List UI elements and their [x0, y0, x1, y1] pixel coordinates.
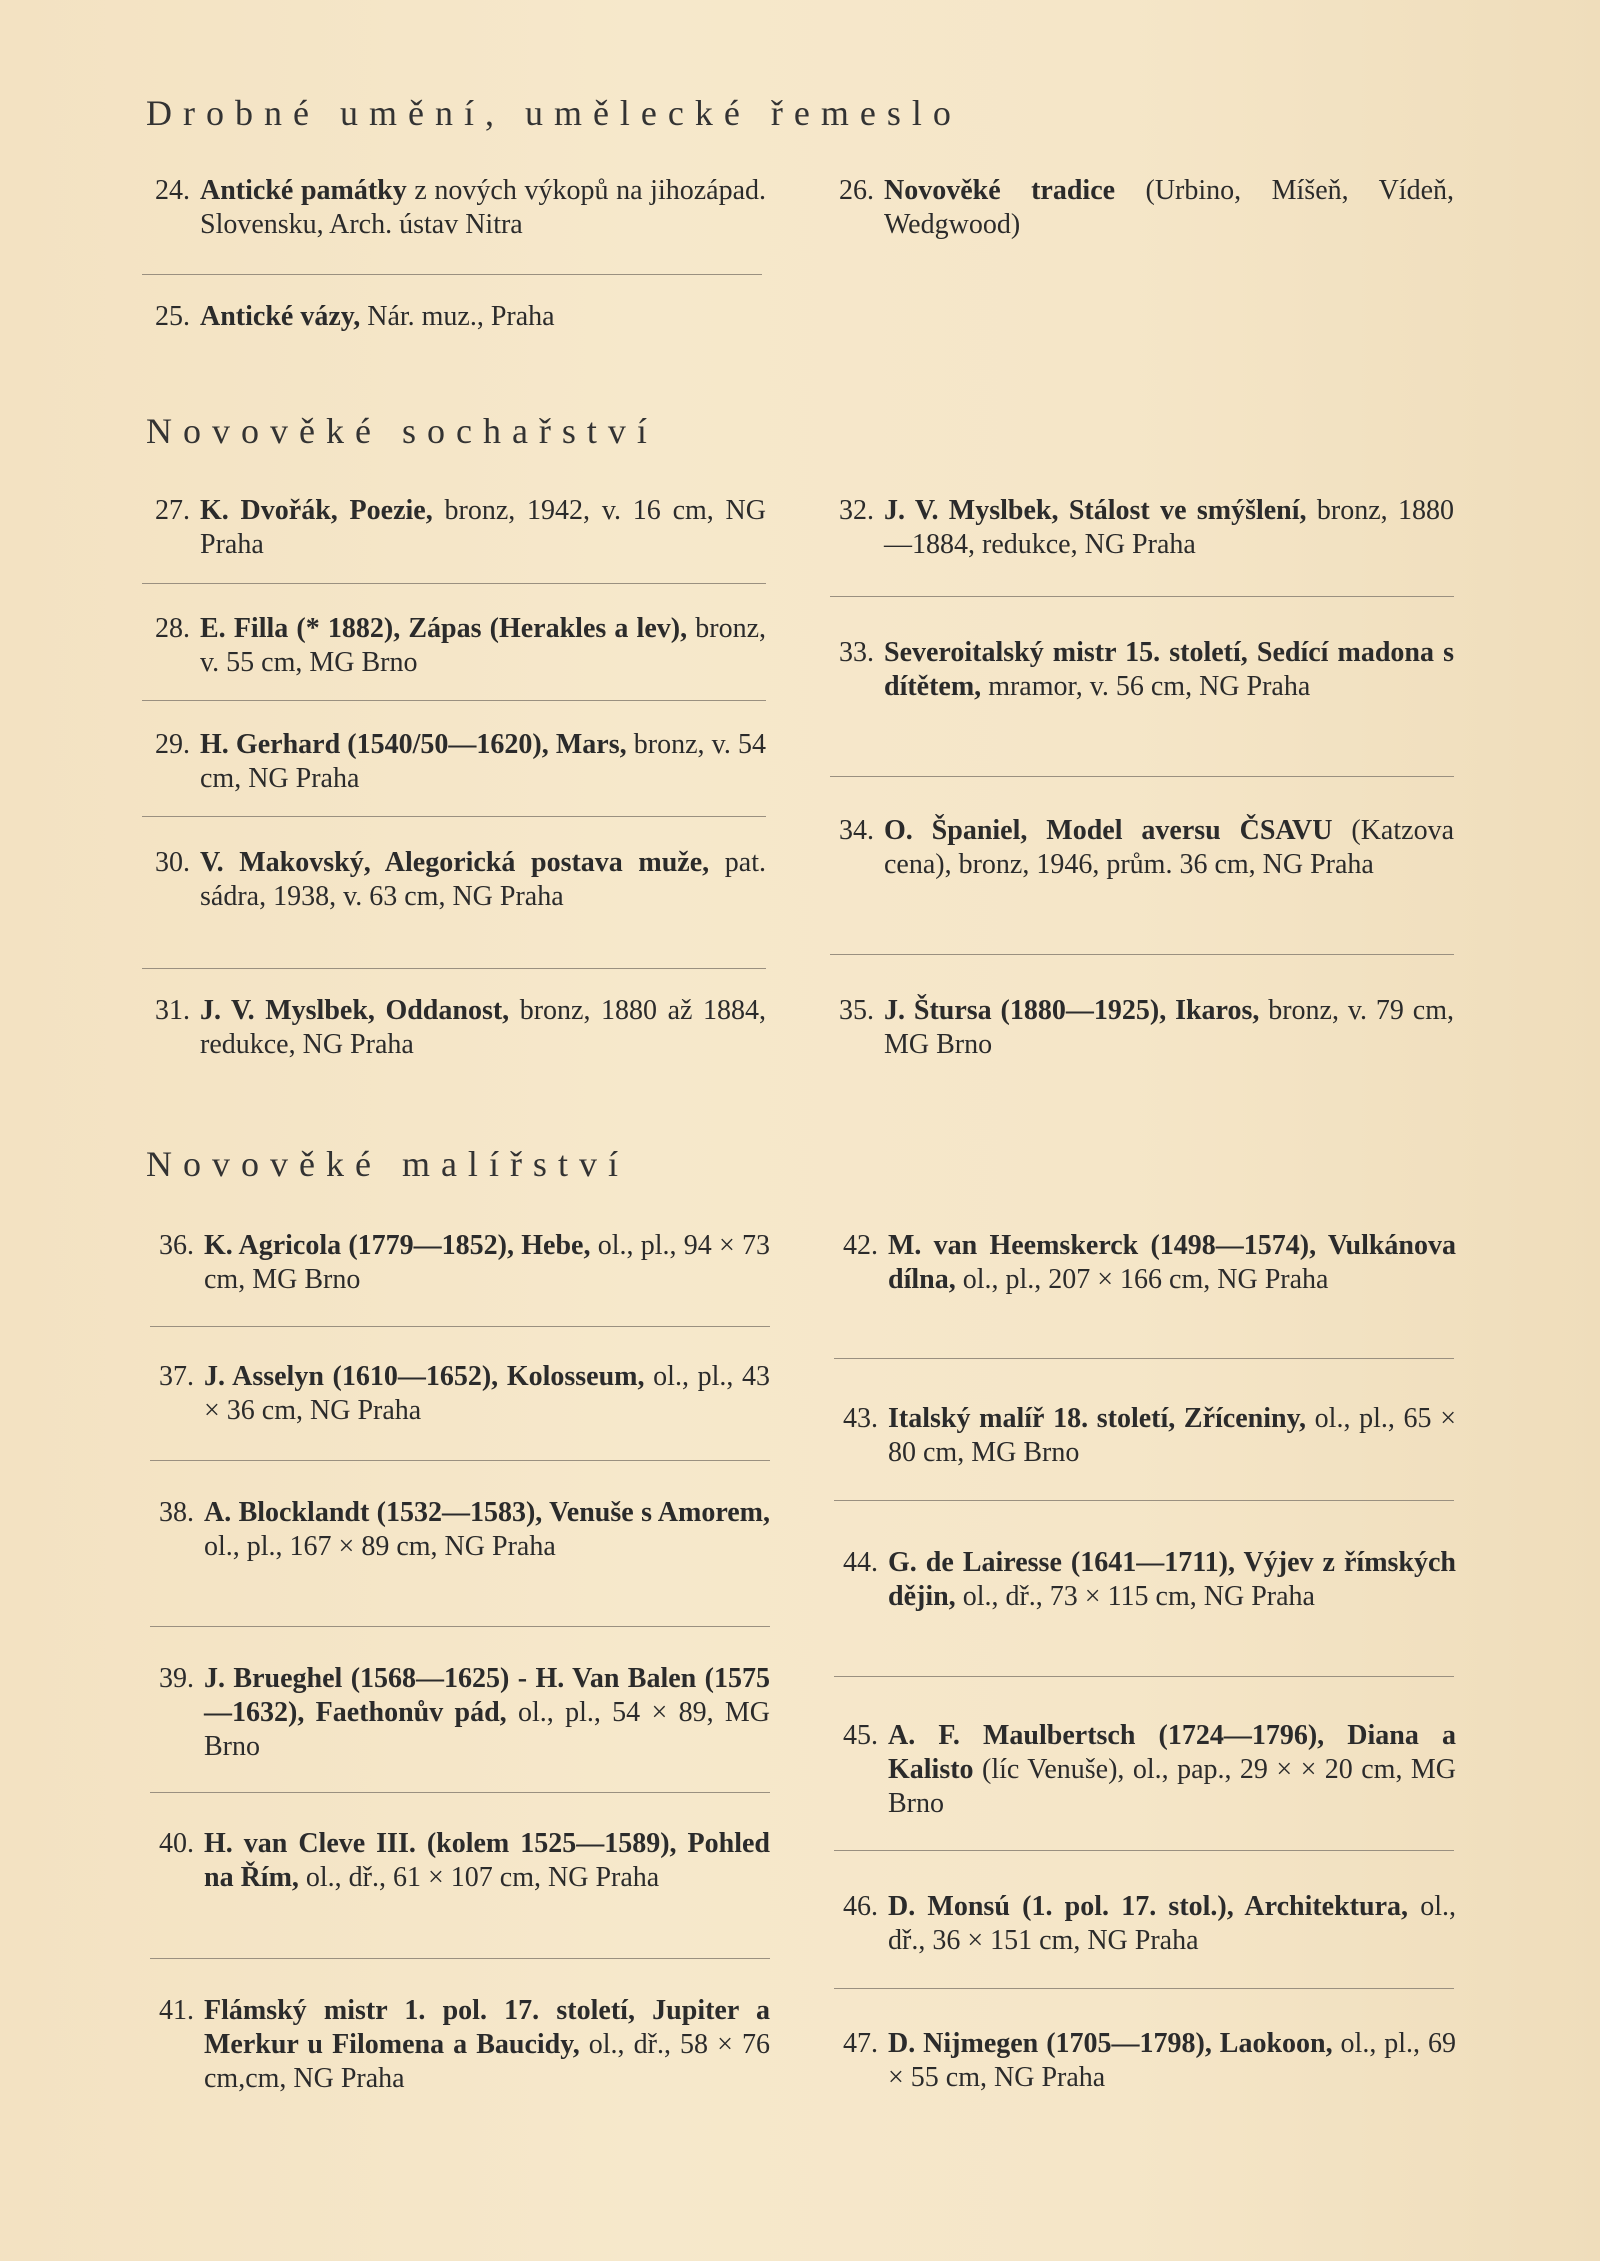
divider	[834, 1850, 1454, 1851]
divider	[150, 1460, 770, 1461]
catalog-entry-41: 41. Flámský mistr 1. pol. 17. století, Jupiter a Merkur u Filomena a Baucidy, ol., dř., 58 × 76 cm,cm, NG Praha	[159, 1995, 770, 2094]
catalog-entry-29: 29. H. Gerhard (1540/50—1620), Mars, bronz, v. 54 cm, NG Praha	[155, 729, 767, 794]
divider	[150, 1792, 770, 1793]
section-heading-sculpture: Novověké sochařství	[146, 411, 658, 451]
divider	[142, 968, 766, 969]
catalog-entry-25: 25. Antické vázy, Nár. muz., Praha	[155, 301, 555, 332]
divider	[150, 1958, 770, 1959]
catalog-entry-40: 40. H. van Cleve III. (kolem 1525—1589), Pohled na Řím, ol., dř., 61 × 107 cm, NG Praha	[159, 1828, 770, 1893]
divider	[150, 1626, 770, 1627]
catalog-entry-42: 42. M. van Heemskerck (1498—1574), Vulkánova dílna, ol., pl., 207 × 166 cm, NG Praha	[843, 1230, 1456, 1295]
divider	[834, 1988, 1454, 1989]
catalog-entry-39: 39. J. Brueghel (1568—1625) - H. Van Balen (1575—1632), Faethonův pád, ol., pl., 54 × 89, MG Brno	[159, 1663, 771, 1762]
divider	[830, 596, 1454, 597]
catalog-entry-38: 38. A. Blocklandt (1532—1583), Venuše s Amorem, ol., pl., 167 × 89 cm, NG Praha	[159, 1497, 770, 1562]
catalog-entry-37: 37. J. Asselyn (1610—1652), Kolosseum, ol., pl., 43 × 36 cm, NG Praha	[159, 1361, 771, 1426]
catalog-entry-28: 28. E. Filla (* 1882), Zápas (Herakles a lev), bronz, v. 55 cm, MG Brno	[155, 613, 766, 678]
catalog-entry-32: 32. J. V. Myslbek, Stálost ve smýšlení, bronz, 1880—1884, redukce, NG Praha	[839, 495, 1454, 560]
catalog-entry-44: 44. G. de Lairesse (1641—1711), Výjev z římských dějin, ol., dř., 73 × 115 cm, NG Praha	[843, 1547, 1456, 1612]
catalog-entry-35: 35. J. Štursa (1880—1925), Ikaros, bronz, v. 79 cm, MG Brno	[839, 995, 1454, 1060]
catalog-entry-33: 33. Severoitalský mistr 15. století, Sedící madona s dítětem, mramor, v. 56 cm, NG Praha	[839, 637, 1454, 702]
divider	[142, 274, 762, 275]
divider	[142, 816, 766, 817]
divider	[830, 954, 1454, 955]
catalog-entry-26: 26. Novověké tradice (Urbino, Míšeň, Vídeň, Wedgwood)	[839, 175, 1454, 240]
divider	[142, 583, 766, 584]
divider	[834, 1676, 1454, 1677]
catalog-entry-36: 36. K. Agricola (1779—1852), Hebe, ol., pl., 94 × 73 cm, MG Brno	[159, 1230, 770, 1295]
divider	[834, 1500, 1454, 1501]
catalog-entry-45: 45. A. F. Maulbertsch (1724—1796), Diana a Kalisto (líc Venuše), ol., pap., 29 × × 20 cm, MG Brno	[843, 1720, 1456, 1819]
catalog-entry-24: 24. Antické památky z nových výkopů na jihozápad. Slovensku, Arch. ústav Nitra	[155, 175, 766, 240]
divider	[830, 776, 1454, 777]
catalog-entry-47: 47. D. Nijmegen (1705—1798), Laokoon, ol., pl., 69 × 55 cm, NG Praha	[843, 2028, 1457, 2093]
catalog-entry-31: 31. J. V. Myslbek, Oddanost, bronz, 1880 až 1884, redukce, NG Praha	[155, 995, 767, 1060]
divider	[834, 1358, 1454, 1359]
catalog-entry-46: 46. D. Monsú (1. pol. 17. stol.), Architektura, ol., dř., 36 × 151 cm, NG Praha	[843, 1891, 1457, 1956]
divider	[142, 700, 766, 701]
section-heading-crafts: Drobné umění, umělecké řemeslo	[146, 93, 962, 133]
catalog-entry-43: 43. Italský malíř 18. století, Zříceniny, ol., pl., 65 × 80 cm, MG Brno	[843, 1403, 1456, 1468]
divider	[150, 1326, 770, 1327]
catalog-entry-34: 34. O. Španiel, Model aversu ČSAVU (Katzova cena), bronz, 1946, prům. 36 cm, NG Praha	[839, 815, 1454, 880]
section-heading-painting: Novověké malířství	[146, 1144, 629, 1184]
catalog-entry-27: 27. K. Dvořák, Poezie, bronz, 1942, v. 16 cm, NG Praha	[155, 495, 766, 560]
catalog-entry-30: 30. V. Makovský, Alegorická postava muže, pat. sádra, 1938, v. 63 cm, NG Praha	[155, 847, 766, 912]
